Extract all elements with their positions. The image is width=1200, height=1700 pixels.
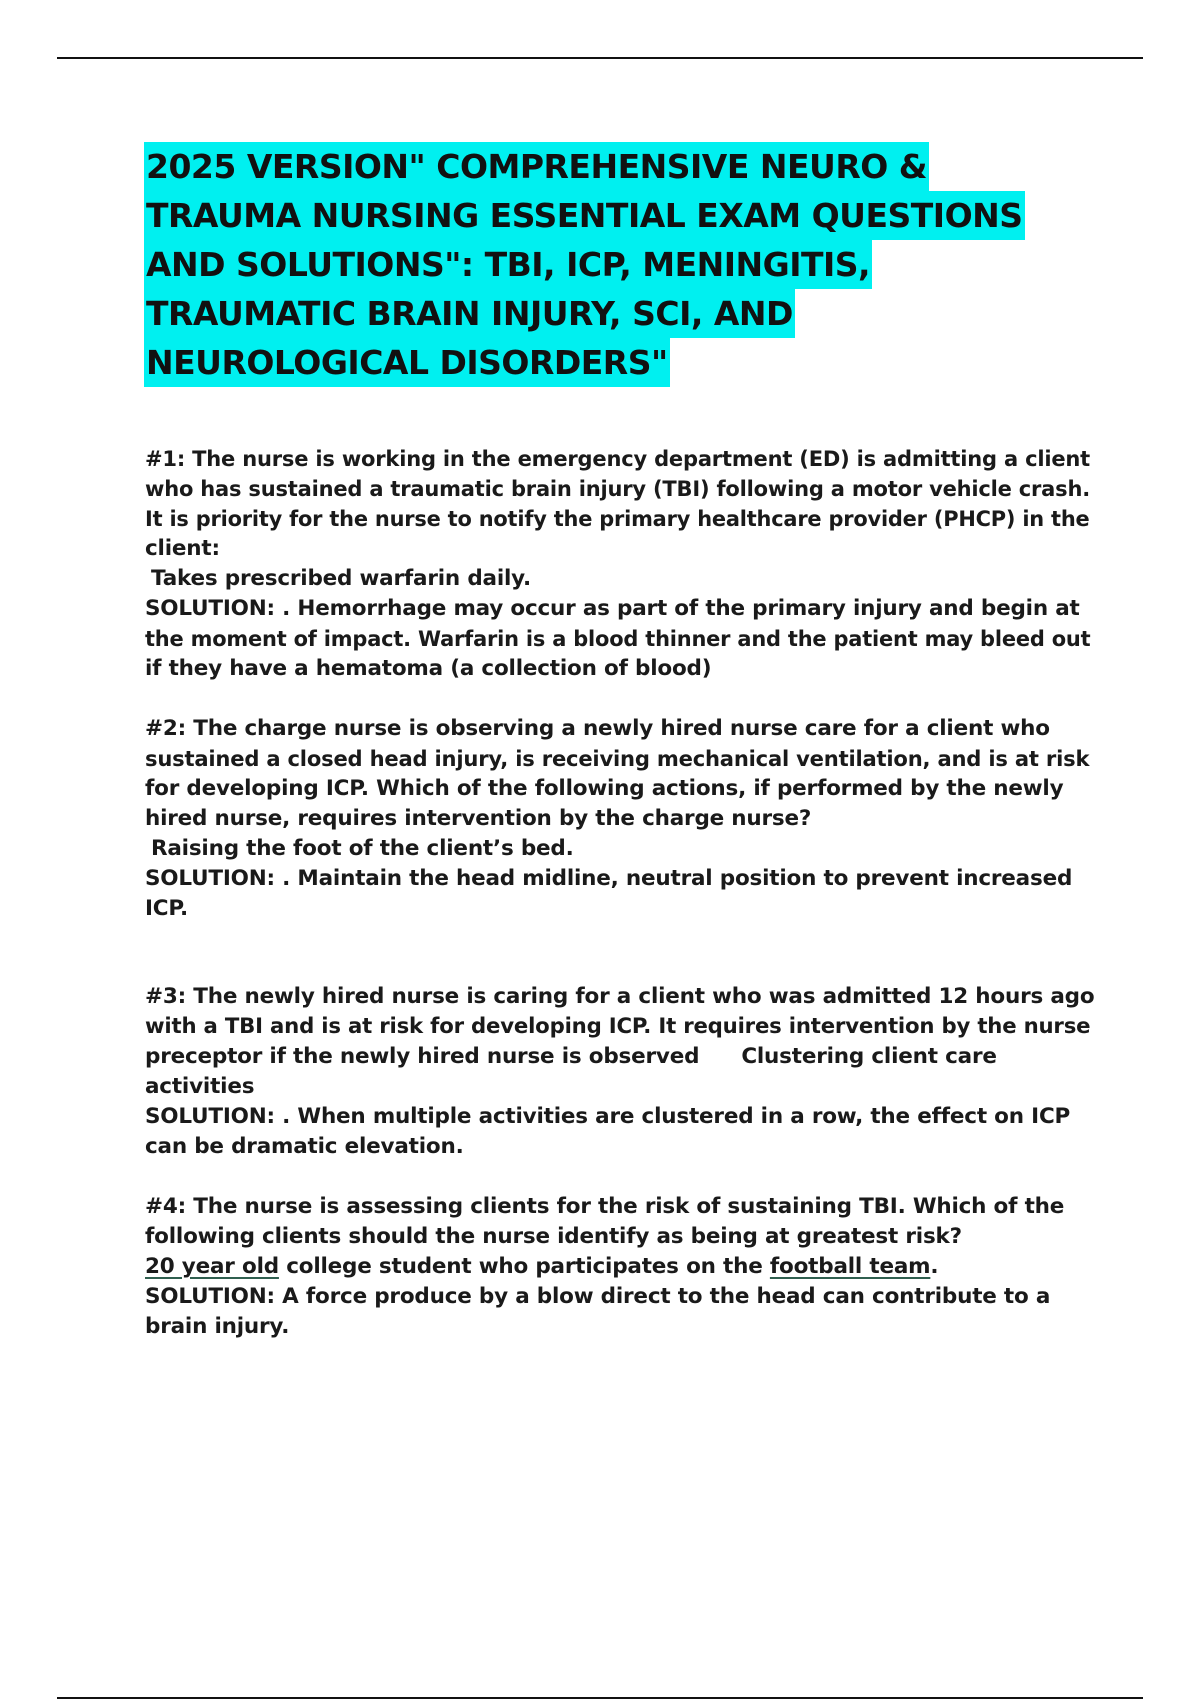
question-2 [145,714,1095,924]
solution-text: ICP. [145,896,188,921]
question-text: for developing ICP. Which of the following actions, if performed by the newly [145,776,1064,801]
solution-text: SOLUTION: A force produce by a blow direct to the head can contribute to a [145,1284,1051,1309]
solution-text: brain injury. [145,1314,290,1339]
question-3 [145,982,1095,1162]
question-text: It is priority for the nurse to notify the primary healthcare provider (PHCP) in the [145,507,1090,531]
top-rule [57,57,1143,59]
title-line: NEUROLOGICAL DISORDERS" [144,338,670,387]
question-text: #1: The nurse is working in the emergency department (ED) is admitting a client [145,446,1091,471]
answer-line [145,1252,1095,1282]
answer-text: Takes prescribed warfarin daily. [151,566,531,591]
solution-text: the moment of impact. Warfarin is a blood thinner and the patient may bleed out [145,627,1091,651]
question-text: preceptor if the newly hired nurse is observed [145,1044,700,1069]
answer-text: college student who participates on the [278,1254,770,1279]
underlined-answer-text: football team [769,1254,931,1279]
question-text: following clients should the nurse identify as being at greatest risk? [145,1224,962,1249]
questions-section [145,444,1095,1342]
title-line: TRAUMATIC BRAIN INJURY, SCI, AND [144,289,795,338]
question-text: who has sustained a traumatic brain injury (TBI) following a motor vehicle crash. [145,477,1090,501]
solution-text: if they have a hematoma (a collection of blood) [145,656,712,681]
title-line: AND SOLUTIONS": TBI, ICP, MENINGITIS, [144,240,872,289]
question-line-with-answer [145,1042,1095,1072]
question-text: #4: The nurse is assessing clients for the risk of sustaining TBI. Which of the [145,1194,1065,1219]
solution-text: SOLUTION: . Hemorrhage may occur as part of the primary injury and begin at [145,596,1080,621]
solution-text: SOLUTION: . Maintain the head midline, neutral position to prevent increased [145,866,1073,891]
question-text: #3: The newly hired nurse is caring for a client who was admitted 12 hours ago [145,984,1095,1009]
bottom-rule [57,1697,1143,1699]
document-title [144,142,1064,387]
question-text: #2: The charge nurse is observing a newly hired nurse care for a client who [145,716,1050,741]
question-text: hired nurse, requires intervention by the charge nurse? [145,806,812,831]
question-text: with a TBI and is at risk for developing ICP. It requires intervention by the nurse [145,1014,1091,1039]
question-1 [145,444,1095,684]
answer-text: Raising the foot of the client’s bed. [151,836,574,861]
underlined-answer-text: 20 year old [145,1254,279,1279]
answer-text: Clustering client care [741,1044,997,1069]
solution-text: SOLUTION: . When multiple activities are clustered in a row, the effect on ICP [145,1104,1071,1129]
title-line: TRAUMA NURSING ESSENTIAL EXAM QUESTIONS [144,191,1025,240]
answer-text: . [930,1254,939,1279]
title-line: 2025 VERSION" COMPREHENSIVE NEURO & [144,142,929,191]
question-text: sustained a closed head injury, is receiving mechanical ventilation, and is at risk [145,746,1090,771]
question-4 [145,1192,1095,1342]
answer-text: activities [145,1074,255,1099]
question-text: client: [145,536,220,561]
solution-text: can be dramatic elevation. [145,1134,464,1159]
